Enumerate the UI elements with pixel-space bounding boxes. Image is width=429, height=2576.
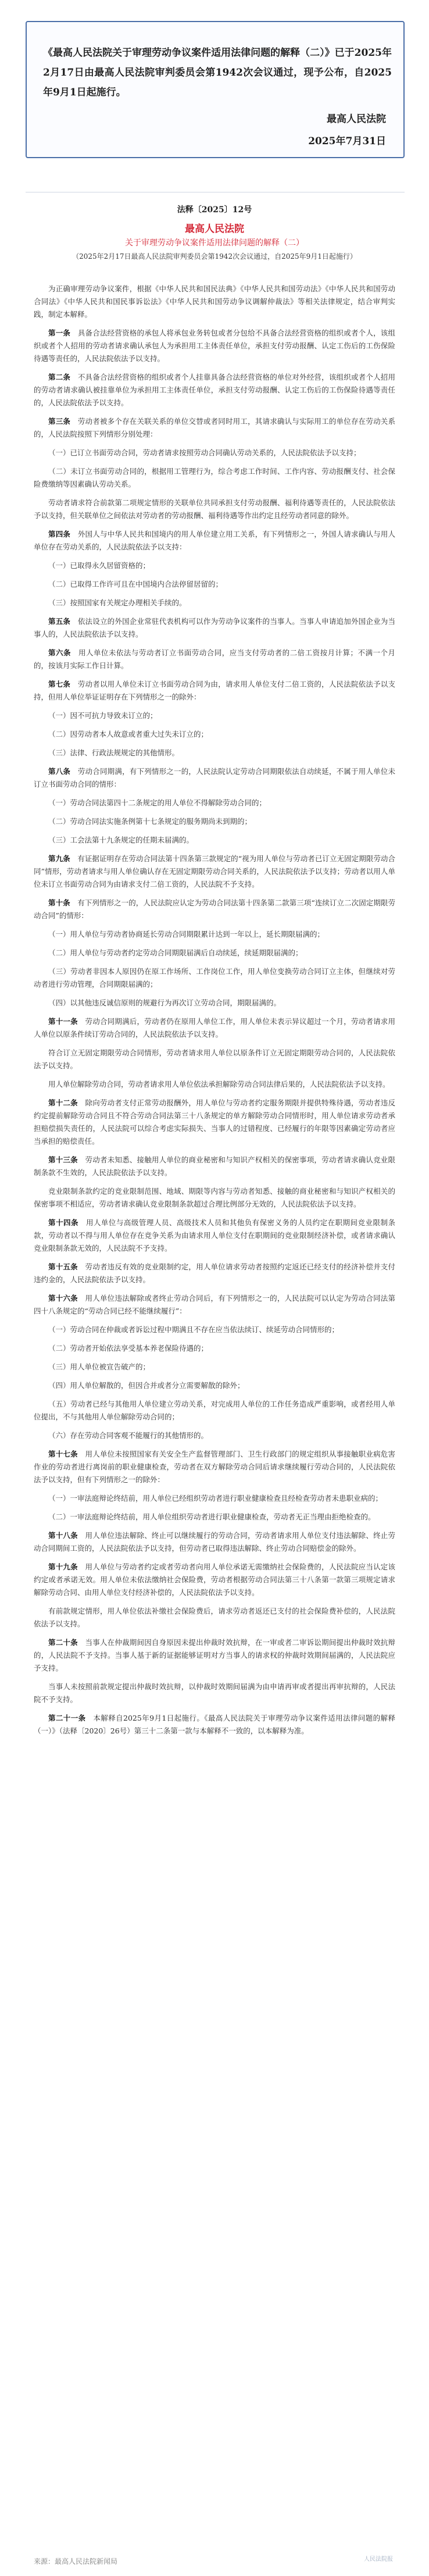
article-paragraph (34, 1015, 395, 1041)
body-paragraph (34, 965, 395, 991)
article-number: 第二十一条 (48, 1714, 86, 1722)
body-paragraph (34, 1078, 395, 1091)
paragraph-text: （六）存在劳动合同客观不能履行的其他情形的。 (48, 1431, 209, 1440)
paragraph-text: （一）已取得永久居留资格的； (48, 561, 151, 570)
article-number: 第十一条 (48, 1017, 78, 1026)
article-number: 第十七条 (48, 1450, 78, 1458)
paragraph-text: 为正确审理劳动争议案件，根据《中华人民共和国民法典》《中华人民共和国劳动法》《中华人民共和国劳动合同法》《中华人民共和国民事诉讼法》《中华人民共和国劳动争议调解仲裁法》等相关法律规定，结合审判实践，制定本解释。 (34, 284, 395, 319)
article-number: 第二条 (48, 373, 71, 381)
article-number: 第五条 (48, 617, 71, 626)
article-paragraph (34, 1561, 395, 1599)
body-paragraph (34, 1047, 395, 1072)
article-paragraph (34, 678, 395, 704)
article-paragraph (34, 1154, 395, 1179)
article-number: 第十五条 (48, 1262, 78, 1271)
paragraph-text: （一）劳动合同在仲裁或者诉讼过程中期满且不存在应当依法续订、续延劳动合同情形的； (48, 1325, 339, 1334)
paragraph-text: （三）劳动者非因本人原因仍在原工作场所、工作岗位工作，用人单位变换劳动合同订立主体，但继续对劳动者进行劳动管理，合同期限届满的； (34, 967, 395, 989)
paragraph-text: （二）已取得工作许可且在中国境内合法停留居留的； (48, 580, 223, 588)
article-number: 第十九条 (48, 1562, 78, 1571)
body-paragraph (34, 709, 395, 722)
article-number: 第十三条 (48, 1155, 78, 1164)
article-paragraph (34, 1292, 395, 1318)
paragraph-text: 当事人未按照前款规定提出仲裁时效抗辩，以仲裁时效期间届满为由申请再审或者提出再审抗辩的，人民法院不予支持。 (34, 1682, 395, 1704)
paragraph-text: （二）劳动者开始依法享受基本养老保险待遇的； (48, 1344, 209, 1353)
paragraph-text: （三）法律、行政法规规定的其他情形。 (48, 748, 180, 757)
article-paragraph (34, 415, 395, 441)
paragraph-text: 除向劳动者支付正常劳动报酬外，用人单位与劳动者约定服务期限并提供特殊待遇，劳动者违反约定提前解除劳动合同且不符合劳动合同法第三十八条规定的单方解除劳动合同情形时，用人单位请求劳动者承担赔偿损失责任的，人民法院可以综合考虑实际损失、当事人的过错程度、已经履行的年限等因素确定劳动者应当承担的赔偿责任。 (34, 1098, 395, 1146)
body-paragraph (34, 578, 395, 591)
paragraph-text: 当事人在仲裁期间因自身原因未提出仲裁时效抗辩，在一审或者二审诉讼期间提出仲裁时效抗辩的，人民法院不予支持。当事人基于新的证据能够证明对方当事人的请求权的仲裁时效期间届满的，人民法院应予支持。 (34, 1638, 395, 1672)
article-paragraph (34, 1712, 395, 1737)
document-number: 法释〔2025〕12号 (177, 205, 252, 215)
article-number: 第十条 (48, 898, 70, 907)
article-paragraph (34, 647, 395, 672)
paragraph-text: 有前款规定情形，用人单位依法补缴社会保险费后，请求劳动者返还已支付的社会保险费补偿的，人民法院依法予以支持。 (34, 1607, 395, 1628)
article-paragraph (34, 1448, 395, 1486)
article-number: 第一条 (48, 329, 71, 337)
paragraph-text: 劳动者被多个存在关联关系的单位交替或者同时用工，其请求确认与实际用工的单位存在劳动关系的，人民法院按照下列情形分别处理： (34, 417, 395, 438)
paragraph-text: 具备合法经营资格的承包人将承包业务转包或者分包给不具备合法经营资格的组织或者个人，该组织或者个人招用的劳动者请求确认承包人为承担用工主体责任单位，承担支付劳动报酬、认定工伤后的工伤保险待遇等责任的，人民法院依法予以支持。 (34, 329, 395, 363)
article-number: 第二十条 (48, 1638, 78, 1647)
body-paragraph (34, 1511, 395, 1524)
paragraph-text: 劳动者违反有效的竞业限制约定，用人单位请求劳动者按照约定返还已经支付的经济补偿并支付违约金的，人民法院依法予以支持。 (34, 1262, 395, 1284)
paragraph-text: （二）劳动合同法实施条例第十七条规定的服务期尚未到期的； (48, 817, 252, 826)
article-number: 第十八条 (48, 1531, 78, 1540)
notice-box (26, 21, 405, 158)
article-number: 第九条 (48, 854, 70, 863)
paragraph-text: （四）用人单位解散的，但因合并或者分立需要解散的除外； (48, 1381, 245, 1390)
paragraph-text: 有证据证明存在劳动合同法第十四条第三款规定的“视为用人单位与劳动者已订立无固定期限劳动合同”情形，劳动者请求与用人单位确认存在无固定期限劳动合同关系的，人民法院依法予以支持；劳动者以用人单位未订立书面劳动合同为由请求支付二倍工资的，人民法院不予支持。 (34, 854, 395, 889)
paragraph-text: 本解释自2025年9月1日起施行。《最高人民法院关于审理劳动争议案件适用法律问题的解释（一）》（法释〔2020〕26号）第三十二条第一款与本解释不一致的，以本解释为准。 (34, 1714, 395, 1735)
article-number: 第四条 (48, 530, 71, 538)
body-paragraph (34, 283, 395, 321)
article-paragraph (34, 528, 395, 554)
paragraph-text: （一）已订立书面劳动合同，劳动者请求按照劳动合同确认劳动关系的，人民法院依法予以支持； (48, 448, 361, 457)
paragraph-text: 用人单位与高级管理人员、高级技术人员和其他负有保密义务的人员约定在职期间竞业限制条款，劳动者以不得与用人单位存在竞争关系为由请求用人单位支付在职期间的竞业限制经济补偿，或者请求确认竞业限制条款无效的，人民法院不予支持。 (34, 1218, 395, 1253)
article-paragraph (34, 1261, 395, 1286)
paragraph-text: 符合订立无固定期限劳动合同情形，劳动者请求用人单位以原条件订立无固定期限劳动合同的，人民法院依法予以支持。 (34, 1048, 395, 1070)
body-paragraph (34, 1342, 395, 1355)
paragraph-text: （三）按照国家有关规定办理相关手续的。 (48, 598, 187, 607)
paragraph-text: 不具备合法经营资格的组织或者个人挂靠具备合法经营资格的单位对外经营，该组织或者个人招用的劳动者请求确认被挂靠单位为承担用工主体责任单位，承担支付劳动报酬、认定工伤后的工伤保险待遇等责任的，人民法院依法予以支持。 (34, 373, 395, 407)
paragraph-text: 依法设立的外国企业常驻代表机构可以作为劳动争议案件的当事人。当事人申请追加外国企业为当事人的，人民法院依法予以支持。 (34, 617, 395, 638)
paragraph-text: （五）劳动者已经与其他用人单位建立劳动关系，对完成用人单位的工作任务造成严重影响，或者经用人单位提出，不与其他用人单位解除劳动合同的； (34, 1400, 395, 1421)
paragraph-text: 用人单位未按照国家有关安全生产监督管理部门、卫生行政部门的规定组织从事接触职业病危害作业的劳动者进行离岗前的职业健康检查，劳动者在双方解除劳动合同后请求继续履行劳动合同的，人民法院依法予以支持，但有下列情形之一的除外： (34, 1450, 395, 1484)
document-title: 关于审理劳动争议案件适用法律问题的解释（二） (125, 238, 304, 248)
body-paragraph (34, 1429, 395, 1442)
article-number: 第八条 (48, 767, 71, 776)
body-paragraph (34, 559, 395, 572)
paragraph-text: （三）用人单位被宣告破产的； (48, 1362, 151, 1371)
paragraph-text: （二）用人单位与劳动者约定劳动合同期限届满后自动续延，续延期限届满的； (48, 948, 303, 957)
paragraph-text: 有下列情形之一的，人民法院应认定为劳动合同法第十四条第二款第三项“连续订立二次固定期限劳动合同”的情形： (34, 898, 395, 920)
body-paragraph (34, 1492, 395, 1505)
article-paragraph (34, 371, 395, 409)
article-number: 第六条 (48, 648, 71, 657)
notice-date: 2025年7月31日 (308, 135, 386, 147)
issuer-title: 最高人民法院 (185, 223, 244, 235)
paragraph-text: 劳动者未知悉、接触用人单位的商业秘密和与知识产权相关的保密事项，劳动者请求确认竞业限制条款不生效的，人民法院依法予以支持。 (34, 1155, 395, 1177)
article-paragraph (34, 852, 395, 891)
article-number: 第七条 (48, 680, 71, 688)
body-paragraph (34, 447, 395, 459)
footer-watermark: 人民法院报 (364, 2556, 393, 2563)
paragraph-text: 用人单位违法解除或者终止劳动合同后，有下列情形之一的，人民法院可以认定为劳动合同法第四十八条规定的“劳动合同已经不能继续履行”： (34, 1294, 395, 1315)
paragraph-text: 劳动者请求符合前款第二项规定情形的关联单位共同承担支付劳动报酬、福利待遇等责任的，人民法院依法予以支持，但关联单位之间依法对劳动者的劳动报酬、福利待遇等作出约定且经劳动者同意的除外。 (34, 498, 395, 520)
body-paragraph (34, 1605, 395, 1630)
body-paragraph (34, 747, 395, 759)
body-paragraph (34, 1681, 395, 1706)
paragraph-text: 用人单位未依法与劳动者订立书面劳动合同，应当支付劳动者的二倍工资按月计算；不满一个月的，按该月实际工作日计算。 (34, 648, 395, 670)
article-paragraph (34, 765, 395, 791)
paragraph-text: 劳动合同期满后，劳动者仍在原用人单位工作，用人单位未表示异议超过一个月，劳动者请求用人单位以原条件续订劳动合同的，人民法院依法予以支持。 (34, 1017, 395, 1039)
paragraph-text: 外国人与中华人民共和国境内的用人单位建立用工关系，有下列情形之一，外国人请求确认与用人单位存在劳动关系的，人民法院依法予以支持： (34, 530, 395, 551)
paragraph-text: 用人单位与劳动者约定或者劳动者向用人单位承诺无需缴纳社会保险费的，人民法院应当认定该约定或者承诺无效。用人单位未依法缴纳社会保险费，劳动者根据劳动合同法第三十八条第一款第三项规定请求解除劳动合同、由用人单位支付经济补偿的，人民法院依法予以支持。 (34, 1562, 395, 1597)
paragraph-text: 用人单位解除劳动合同，劳动者请求用人单位依法承担解除劳动合同法律后果的，人民法院依法予以支持。 (48, 1080, 390, 1089)
article-paragraph (34, 1097, 395, 1148)
body-paragraph (34, 947, 395, 959)
footer-source: 来源：最高人民法院新闻局 (34, 2557, 118, 2566)
article-paragraph (34, 615, 395, 641)
notice-text: 《最高人民法院关于审理劳动争议案件适用法律问题的解释（二）》已于2025年2月17日由最高人民法院审判委员会第1942次会议通过，现予公布，自2025年9月1日起施行。 (43, 47, 392, 98)
paragraph-text: （一）劳动合同法第四十二条规定的用人单位不得解除劳动合同的； (48, 798, 267, 807)
body-paragraph (34, 1323, 395, 1336)
body-paragraph (34, 728, 395, 741)
article-number: 第三条 (48, 417, 71, 426)
body-paragraph (34, 465, 395, 491)
paragraph-text: （四）以其他违反诚信原则的规避行为再次订立劳动合同，期限届满的。 (48, 998, 281, 1007)
body-paragraph (34, 928, 395, 941)
article-paragraph (34, 897, 395, 922)
paragraph-text: （一）用人单位与劳动者协商延长劳动合同期限累计达到一年以上，延长期限届满的； (48, 930, 325, 939)
article-paragraph (34, 327, 395, 365)
article-number: 第十四条 (48, 1218, 78, 1227)
paragraph-text: （三）工会法第十九条规定的任期未届满的。 (48, 836, 194, 844)
paragraph-text: 竞业限制条款约定的竞业限制范围、地域、期限等内容与劳动者知悉、接触的商业秘密和与知识产权相关的保密事项不相适应，劳动者请求确认竞业限制条款超过合理比例部分无效的，人民法院依法予以支持。 (34, 1187, 395, 1208)
body-paragraph (34, 815, 395, 828)
article-number: 第十二条 (48, 1098, 78, 1107)
paragraph-text: （一）一审法庭辩论终结前，用人单位已经组织劳动者进行职业健康检查且经检查劳动者未患职业病的； (48, 1494, 383, 1503)
article-number: 第十六条 (48, 1294, 78, 1303)
article-paragraph (34, 1636, 395, 1675)
body-paragraph (34, 1379, 395, 1392)
body-paragraph (34, 597, 395, 609)
paragraph-text: （二）一审法庭辩论终结前，用人单位组织劳动者进行职业健康检查，劳动者无正当理由拒绝检查的。 (48, 1512, 376, 1521)
paragraph-text: 用人单位违法解除、终止可以继续履行的劳动合同，劳动者请求用人单位支付违法解除、终止劳动合同期间工资的，人民法院依法予以支持，但劳动者已取得违法解除、终止劳动合同赔偿金的除外。 (34, 1531, 395, 1553)
paragraph-text: 劳动者以用人单位未订立书面劳动合同为由，请求用人单位支付二倍工资的，人民法院依法予以支持，但用人单位举证证明存在下列情形之一的除外： (34, 680, 395, 701)
article-paragraph (34, 1529, 395, 1555)
notice-court: 最高人民法院 (327, 113, 386, 125)
paragraph-text: 劳动合同期满，有下列情形之一的，人民法院认定劳动合同期限依法自动续延，不属于用人单位未订立书面劳动合同的情形： (34, 767, 395, 789)
paragraph-text: （二）因劳动者本人故意或者重大过失未订立的； (48, 730, 209, 738)
body-paragraph (34, 1185, 395, 1211)
body-paragraph (34, 997, 395, 1009)
body-paragraph (34, 497, 395, 522)
body-paragraph (34, 834, 395, 847)
body-paragraph (34, 797, 395, 809)
paragraph-text: （一）因不可抗力导致未订立的； (48, 711, 158, 720)
body-paragraph (34, 1361, 395, 1373)
paragraph-text: （二）未订立书面劳动合同的，根据用工管理行为，综合考虑工作时间、工作内容、劳动报酬支付、社会保险费缴纳等因素确认劳动关系。 (34, 467, 395, 488)
article-paragraph (34, 1216, 395, 1255)
body-paragraph (34, 1398, 395, 1423)
adoption-note: （2025年2月17日最高人民法院审判委员会第1942次会议通过，自2025年9月1日起施行） (72, 252, 357, 261)
